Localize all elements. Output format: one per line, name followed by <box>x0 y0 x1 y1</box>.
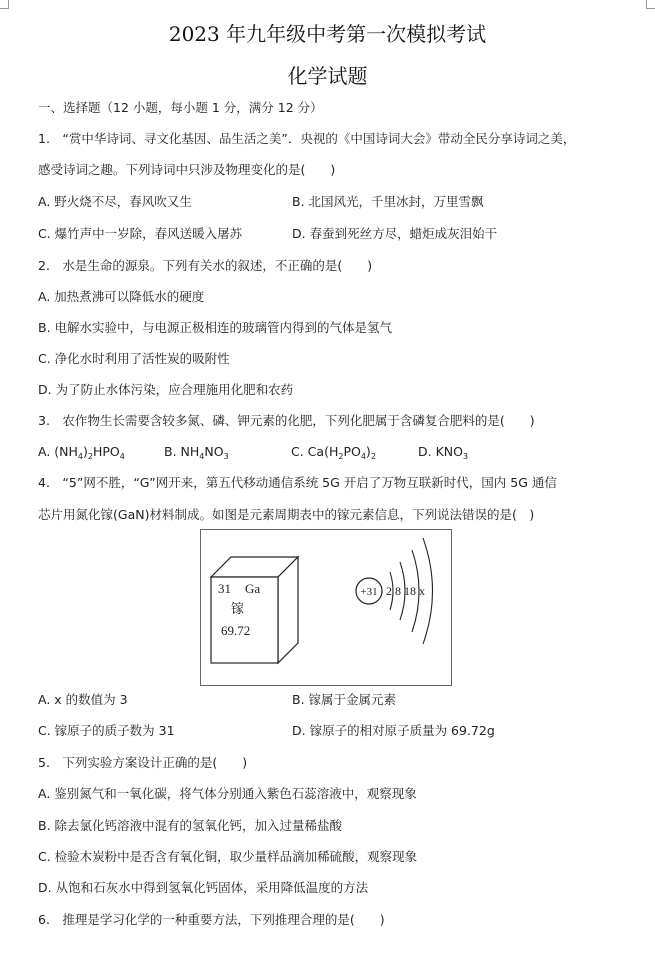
gallium-figure-svg <box>201 530 451 685</box>
q3-option-d <box>418 444 468 465</box>
q4-option-b: B. 镓属于金属元素 <box>292 692 397 707</box>
element-name: 镓 <box>231 602 245 617</box>
q2-option-d: D. 为了防止水体污染，应合理施用化肥和农药 <box>38 382 294 397</box>
q4-option-c: C. 镓原子的质子数为 31 <box>38 723 175 738</box>
gallium-figure <box>200 529 452 686</box>
formula-subscript: 2 <box>87 452 93 461</box>
nucleus-charge: +31 <box>360 586 378 598</box>
formula-text: B. NH <box>164 444 200 459</box>
exam-subtitle: 化学试题 <box>287 64 368 88</box>
section-heading: 一、选择题（12 小题，每小题 1 分，满分 12 分） <box>38 100 323 115</box>
exam-title: 2023 年九年级中考第一次模拟考试 <box>168 22 487 46</box>
element-atomic-number: 31 <box>218 581 231 596</box>
formula-subscript: 4 <box>77 452 83 461</box>
q5-stem: 5. 下列实验方案设计正确的是( ) <box>38 755 248 770</box>
q1-option-a: A. 野火烧不尽，春风吹又生 <box>38 194 192 209</box>
q4-option-a: A. x 的数值为 3 <box>38 692 128 707</box>
formula-subscript: 2 <box>370 452 376 461</box>
q2-option-c: C. 净化水时利用了活性炭的吸附性 <box>38 351 230 366</box>
page-corner-mark <box>0 0 9 9</box>
q4-stem-line1: 4. “5”网不胜，“G”网开来，第五代移动通信系统 5G 开启了万物互联新时代，国内 5G 通信 <box>38 475 557 490</box>
formula-text: ) <box>365 444 371 459</box>
formula-text: A. (NH <box>38 444 78 459</box>
element-atomic-mass: 69.72 <box>221 623 251 638</box>
q3-stem: 3. 农作物生长需要含较多氮、磷、钾元素的化肥，下列化肥属于含磷复合肥料的是( ) <box>38 413 535 428</box>
q1-option-c: C. 爆竹声中一岁除，春风送暖入屠苏 <box>38 226 243 241</box>
formula-subscript: 4 <box>119 452 125 461</box>
q5-option-a: A. 鉴别氮气和一氧化碳，将气体分别通入紫色石蕊溶液中，观察现象 <box>38 786 417 801</box>
q1-option-b: B. 北国风光，千里冰封，万里雪飘 <box>292 194 484 209</box>
q1-option-d: D. 春蚕到死丝方尽，蜡炬成灰泪始干 <box>292 226 498 241</box>
formula-text: PO <box>343 444 361 459</box>
formula-text: C. Ca(H <box>291 444 339 459</box>
page-corner-mark <box>646 0 655 9</box>
formula-subscript: 2 <box>338 452 344 461</box>
formula-text: NO <box>204 444 224 459</box>
q3-option-c <box>291 444 376 465</box>
q1-stem-line1: 1. “赏中华诗词、寻文化基因、品生活之美”．央视的《中国诗词大会》带动全民分享诗词之美， <box>38 131 576 146</box>
formula-text: HPO <box>92 444 120 459</box>
q5-option-d: D. 从饱和石灰水中得到氢氧化钙固体，采用降低温度的方法 <box>38 880 369 895</box>
q5-option-b: B. 除去氯化钙溶液中混有的氢氧化钙，加入过量稀盐酸 <box>38 818 343 833</box>
q2-stem: 2. 水是生命的源泉。下列有关水的叙述，不正确的是( ) <box>38 258 373 273</box>
q1-stem-line2: 感受诗词之趣。下列诗词中只涉及物理变化的是( ) <box>38 162 336 177</box>
formula-subscript: 3 <box>223 452 229 461</box>
q3-option-b <box>164 444 229 465</box>
formula-text: D. KNO <box>418 444 463 459</box>
electron-shell-counts: 2 8 18 x <box>386 584 425 598</box>
element-symbol: Ga <box>245 581 261 596</box>
q3-option-a <box>38 444 125 465</box>
q6-stem: 6. 推理是学习化学的一种重要方法，下列推理合理的是( ) <box>38 912 385 927</box>
q4-stem-line2: 芯片用氮化镓(GaN)材料制成。如图是元素周期表中的镓元素信息，下列说法错误的是( ) <box>38 507 535 522</box>
q5-option-c: C. 检验木炭粉中是否含有氧化铜，取少量样品滴加稀硫酸，观察现象 <box>38 849 418 864</box>
formula-subscript: 4 <box>360 452 366 461</box>
formula-subscript: 4 <box>199 452 205 461</box>
q2-option-b: B. 电解水实验中，与电源正极相连的玻璃管内得到的气体是氢气 <box>38 320 393 335</box>
formula-subscript: 3 <box>462 452 469 461</box>
q2-option-a: A. 加热煮沸可以降低水的硬度 <box>38 289 205 304</box>
formula-text: ) <box>83 444 88 459</box>
q4-option-d: D. 镓原子的相对原子质量为 69.72g <box>292 723 495 738</box>
